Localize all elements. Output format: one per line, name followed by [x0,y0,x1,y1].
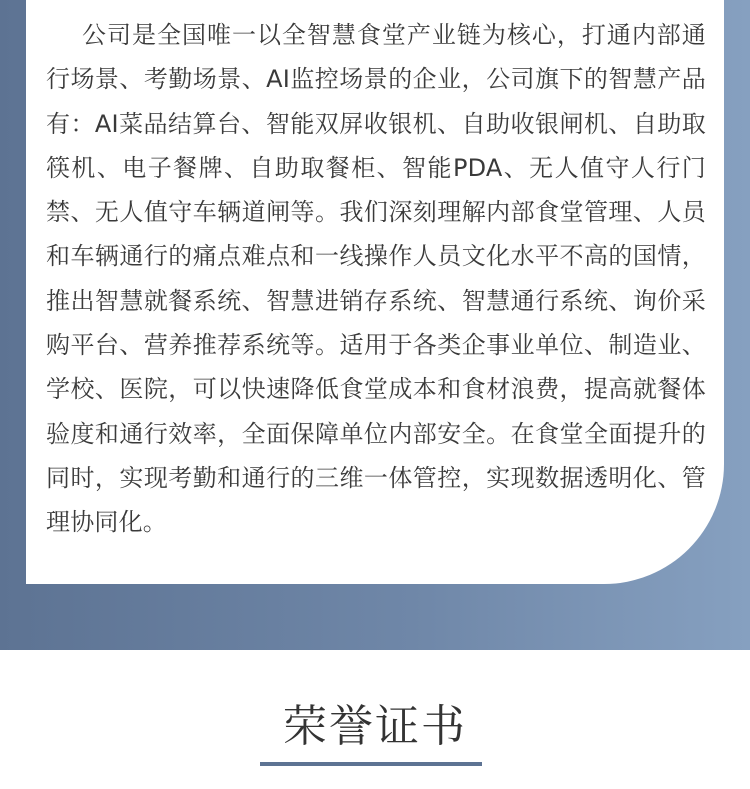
section-title-honor-certificates: 荣誉证书 [283,701,467,752]
company-intro-paragraph: 公司是全国唯一以全智慧食堂产业链为核心，打通内部通行场景、考勤场景、AI监控场景的企业，公司旗下的智慧产品有：AI菜品结算台、智能双屏收银机、自助收银闸机、自助取筷机、电子餐牌、自助取餐柜、智能PDA、无人值守人行门禁、无人值守车辆道闸等。我们深刻理解内部食堂管理、人员和车辆通行的痛点难点和一线操作人员文化水平不高的国情，推出智慧就餐系统、智慧进销存系统、智慧通行系统、询价采购平台、营养推荐系统等。适用于各类企事业单位、制造业、学校、医院，可以快速降低食堂成本和食材浪费，提高就餐体验度和通行效率，全面保障单位内部安全。在食堂全面提升的同时，实现考勤和通行的三维一体管控，实现数据透明化、管理协同化。 [46,21,706,537]
title-underline [260,762,482,766]
